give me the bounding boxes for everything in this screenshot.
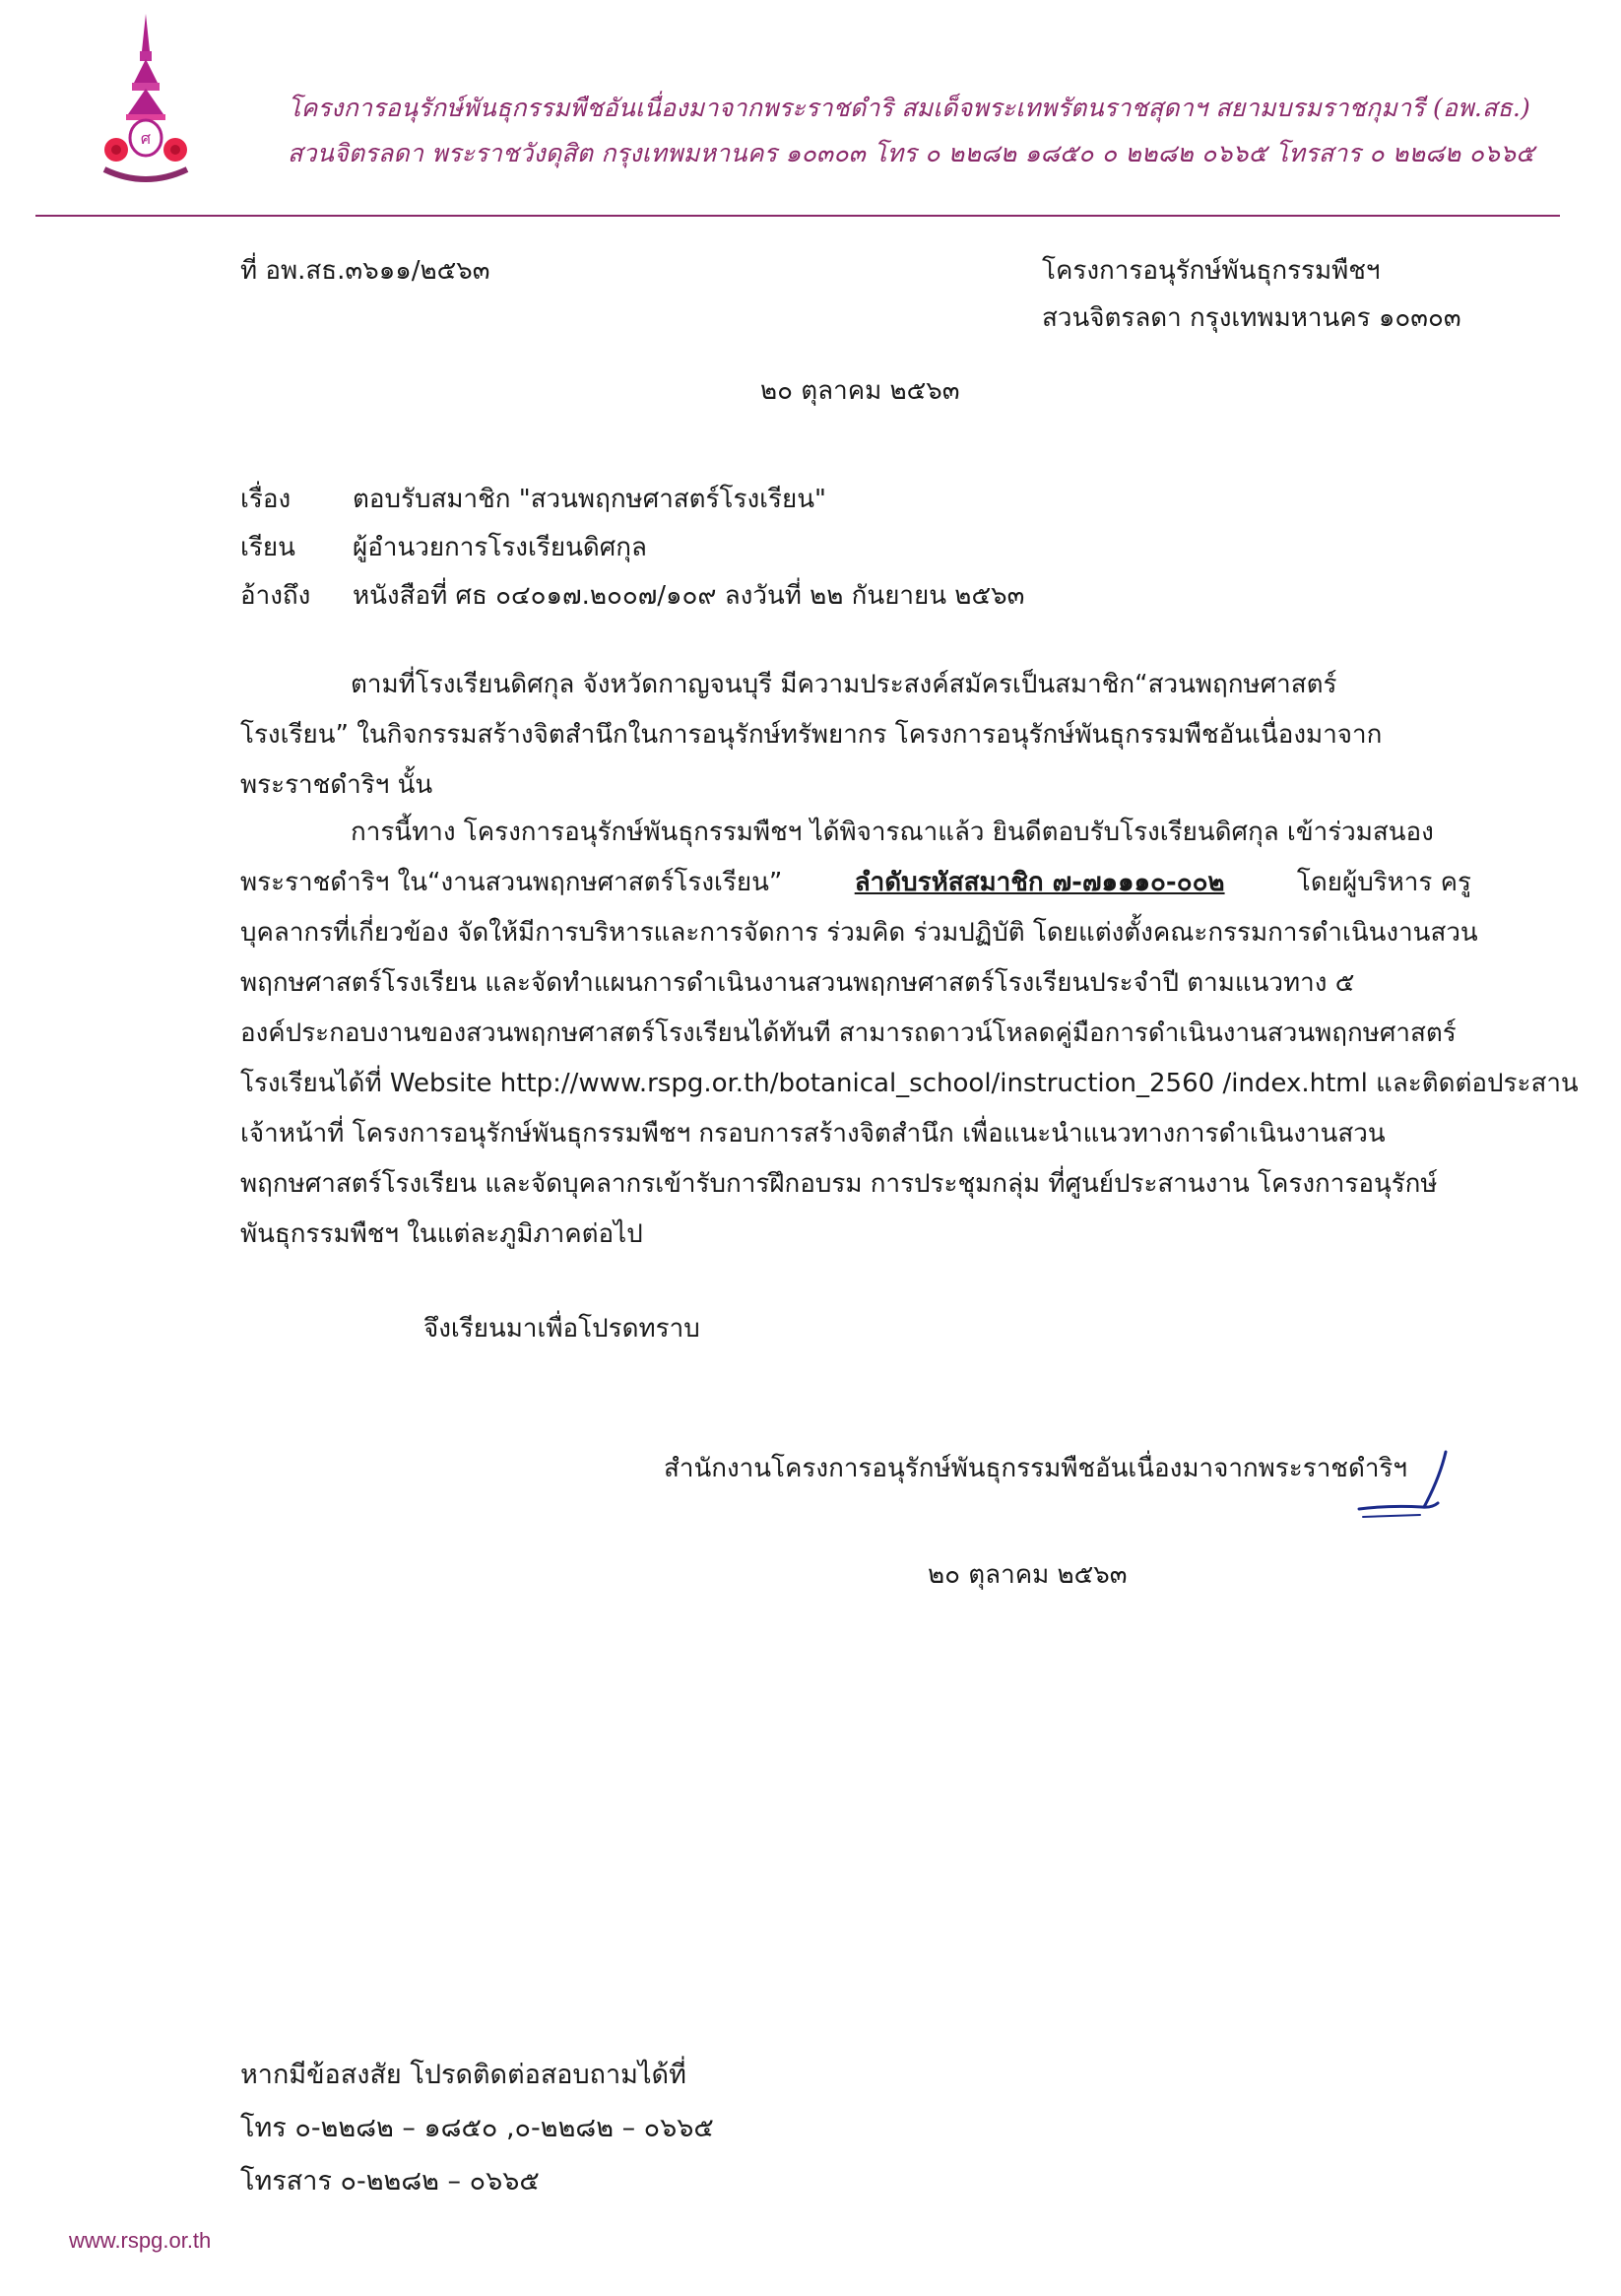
contact-fax: โทรสาร ๐-๒๒๘๒ – ๐๖๖๕ — [240, 2166, 540, 2197]
letterhead-divider — [35, 215, 1560, 217]
footer-website: www.rspg.or.th — [69, 2228, 212, 2253]
contact-phone: โทร ๐-๒๒๘๒ – ๑๘๕๐ ,๐-๒๒๘๒ – ๐๖๖๕ — [240, 2113, 714, 2143]
paragraph-2-line — [240, 858, 1471, 908]
paragraph-2-line: พฤกษศาสตร์โรงเรียน และจัดบุคลากรเข้ารับการฝึกอบรม การประชุมกลุ่ม ที่ศูนย์ประสานงาน โครงการอนุรักษ์ — [240, 1169, 1438, 1199]
contact-intro: หากมีข้อสงสัย โปรดติดต่อสอบถามได้ที่ — [240, 2060, 686, 2090]
paragraph-2-line: พฤกษศาสตร์โรงเรียน และจัดทำแผนการดำเนินงานสวนพฤกษศาสตร์โรงเรียนประจำปี ตามแนวทาง ๕ — [240, 968, 1355, 998]
paragraph-2-line: บุคลากรที่เกี่ยวข้อง จัดให้มีการบริหารและการจัดการ ร่วมคิด ร่วมปฏิบัติ โดยแต่งตั้งคณะกรรมการดำเนินงานสวน — [240, 918, 1478, 948]
subject-label: เรื่อง — [240, 485, 292, 514]
paragraph-1-line: โรงเรียน” ในกิจกรรมสร้างจิตสำนึกในการอนุรักษ์ทรัพยากร โครงการอนุรักษ์พันธุกรรมพืชอันเนื่องมาจาก — [240, 720, 1383, 750]
paragraph-2-line: พันธุกรรมพืชฯ ในแต่ละภูมิภาคต่อไป — [240, 1219, 643, 1249]
member-code: ลำดับรหัสสมาชิก ๗-๗๑๑๑๐-๐๐๒ — [854, 868, 1225, 897]
paragraph-1-line: ตามที่โรงเรียนดิศกุล จังหวัดกาญจนบุรี มีความประสงค์สมัครเป็นสมาชิก“สวนพฤกษศาสตร์ — [351, 670, 1337, 699]
letterhead-line-2: สวนจิตรลดา พระราชวังดุสิต กรุงเทพมหานคร ๑๐๓๐๓ โทร ๐ ๒๒๘๒ ๑๘๕๐ ๐ ๒๒๘๒ ๐๖๖๕ โทรสาร ๐ ๒๒๘๒ ๐๖๖๕ — [288, 139, 1535, 167]
paragraph-2-line: องค์ประกอบงานของสวนพฤกษศาสตร์โรงเรียนได้ทันที สามารถดาวน์โหลดคู่มือการดำเนินงานสวนพฤกษศาสตร์ — [240, 1018, 1457, 1048]
sender-address-line-2: สวนจิตรลดา กรุงเทพมหานคร ๑๐๓๐๓ — [1042, 303, 1461, 333]
paragraph-2-line: เจ้าหน้าที่ โครงการอนุรักษ์พันธุกรรมพืชฯ กรอบการสร้างจิตสำนึก เพื่อแนะนำแนวทางการดำเนินงานสวน — [240, 1119, 1386, 1148]
subject-value: ตอบรับสมาชิก "สวนพฤกษศาสตร์โรงเรียน" — [353, 485, 826, 514]
letterhead-line-1: โครงการอนุรักษ์พันธุกรรมพืชอันเนื่องมาจากพระราชดำริ สมเด็จพระเทพรัตนราชสุดาฯ สยามบรมราชกุมารี (อพ.สธ.) — [288, 94, 1530, 122]
signature-date: ๒๐ ตุลาคม ๒๕๖๓ — [928, 1560, 1128, 1590]
paragraph-2-line: การนี้ทาง โครงการอนุรักษ์พันธุกรรมพืชฯ ได้พิจารณาแล้ว ยินดีตอบรับโรงเรียนดิศกุล เข้าร่วมสนอง — [351, 818, 1434, 847]
rspg-royal-emblem-icon — [98, 12, 193, 189]
to-value: ผู้อำนวยการโรงเรียนดิศกุล — [353, 533, 647, 562]
handwritten-initial-icon — [1351, 1448, 1459, 1527]
reference-number: ที่ อพ.สธ.๓๖๑๑/๒๕๖๓ — [240, 256, 490, 286]
paragraph-2 — [240, 808, 1579, 1260]
svg-text:ศ: ศ — [140, 129, 152, 148]
sender-address-line-1: โครงการอนุรักษ์พันธุกรรมพืชฯ — [1042, 256, 1381, 286]
paragraph-1 — [240, 660, 1471, 811]
reference-value: หนังสือที่ ศธ ๐๔๐๑๗.๒๐๐๗/๑๐๙ ลงวันที่ ๒๒ กันยายน ๒๕๖๓ — [353, 581, 1025, 611]
signing-organization: สำนักงานโครงการอนุรักษ์พันธุกรรมพืชอันเนื่องมาจากพระราชดำริฯ — [664, 1454, 1407, 1483]
paragraph-2-line: โรงเรียนได้ที่ Website http://www.rspg.or.th/botanical_school/instruction_2560 /index.html และติดต่อประสาน — [240, 1069, 1579, 1098]
closing-line: จึงเรียนมาเพื่อโปรดทราบ — [423, 1314, 700, 1344]
letter-date: ๒๐ ตุลาคม ๒๕๖๓ — [760, 376, 960, 406]
reference-label: อ้างถึง — [240, 581, 311, 611]
to-label: เรียน — [240, 533, 295, 562]
paragraph-2-text: พระราชดำริฯ ใน“งานสวนพฤกษศาสตร์โรงเรียน” — [240, 868, 783, 897]
paragraph-1-line: พระราชดำริฯ นั้น — [240, 770, 433, 800]
paragraph-2-text: โดยผู้บริหาร ครู — [1296, 868, 1471, 897]
